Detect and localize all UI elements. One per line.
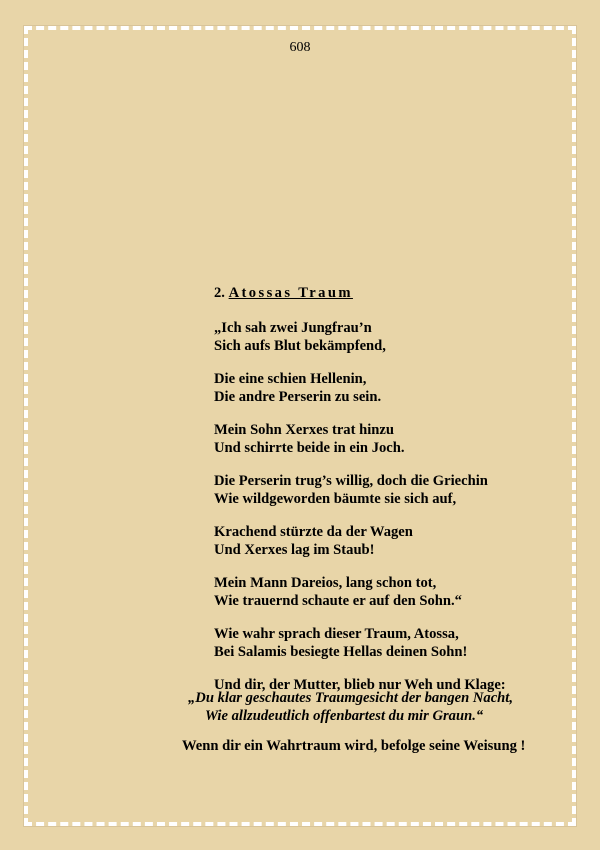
stanza-7	[214, 625, 554, 661]
stanza-4	[214, 472, 554, 508]
poem-line: Wie wahr sprach dieser Traum, Atossa,	[214, 626, 459, 642]
poem-line: Krachend stürzte da der Wagen	[214, 524, 413, 540]
poem-line: Die Perserin trug’s willig, doch die Griechin	[214, 473, 488, 489]
poem-line: Und dir, der Mutter, blieb nur Weh und Klage:	[214, 677, 506, 693]
poem-line: Sich aufs Blut bekämpfend,	[214, 338, 386, 354]
poem-title-text: Atossas Traum	[228, 285, 353, 301]
poem	[214, 284, 554, 709]
page-number: 608	[289, 40, 311, 55]
poem-line: Die andre Perserin zu sein.	[214, 389, 382, 405]
poem-line: Mein Sohn Xerxes trat hinzu	[214, 422, 394, 438]
poem-title	[214, 284, 554, 302]
quote-line: Wie allzudeutlich offenbartest du mir Graun.“	[205, 708, 484, 724]
stanza-2	[214, 370, 554, 406]
stanza-1	[214, 319, 554, 355]
poem-line: Mein Mann Dareios, lang schon tot,	[214, 575, 437, 591]
stanza-6	[214, 574, 554, 610]
stanza-5	[214, 523, 554, 559]
poem-title-number: 2.	[214, 285, 225, 301]
poem-line: Wie wildgeworden bäumte sie sich auf,	[214, 491, 457, 507]
poem-line: Die eine schien Hellenin,	[214, 371, 367, 387]
poem-line: „Ich sah zwei Jungfrau’n	[214, 320, 372, 336]
poem-line: Und schirrte beide in ein Joch.	[214, 440, 405, 456]
poem-line: Und Xerxes lag im Staub!	[214, 542, 375, 558]
final-line: Wenn dir ein Wahrtraum wird, befolge seine Weisung !	[182, 738, 526, 754]
poem-line: Wie trauernd schaute er auf den Sohn.“	[214, 593, 462, 609]
poem-line: Bei Salamis besiegte Hellas deinen Sohn!	[214, 644, 468, 660]
stanza-3	[214, 421, 554, 457]
quote-line: „Du klar geschautes Traumgesicht der bangen Nacht,	[188, 690, 514, 706]
